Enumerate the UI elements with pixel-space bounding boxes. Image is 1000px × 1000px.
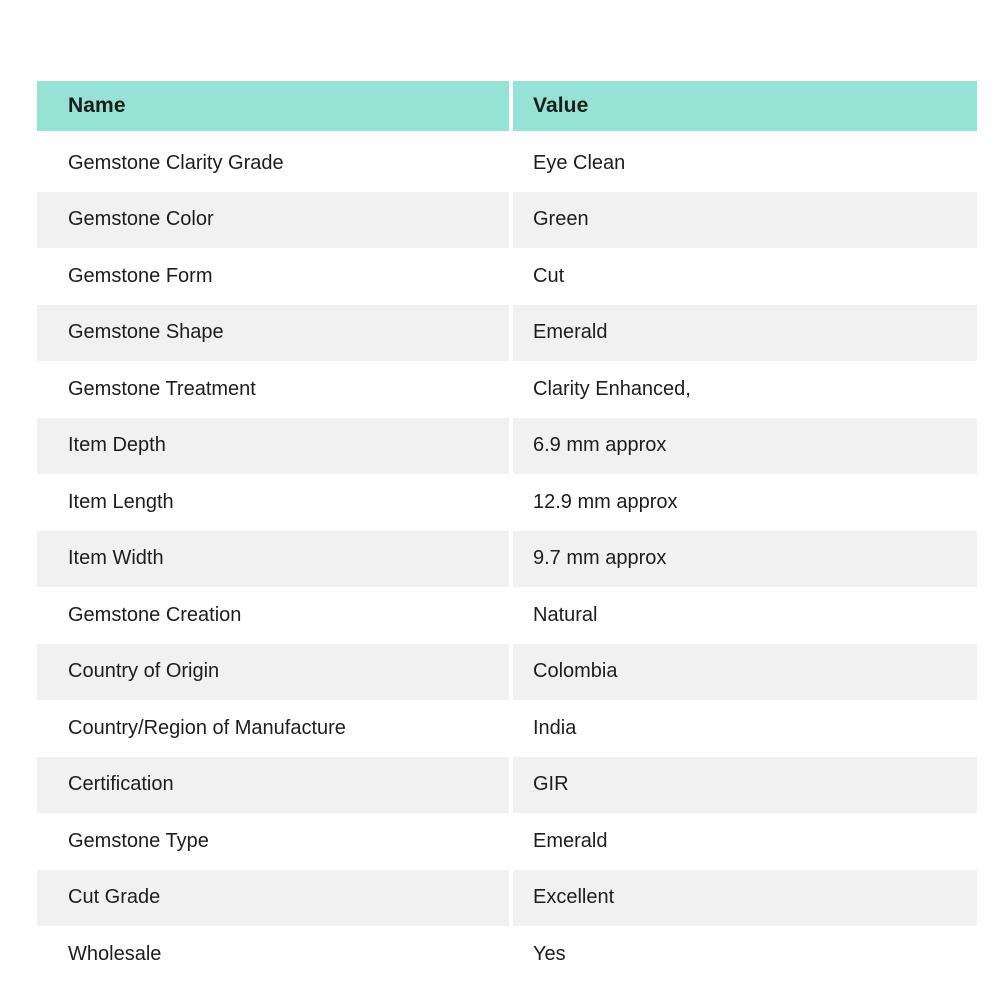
row-name-cell: Gemstone Color: [68, 208, 214, 231]
table-row: [37, 926, 977, 983]
table-row: [37, 418, 977, 475]
table-row: [37, 700, 977, 757]
row-value-cell: Cut: [509, 248, 977, 305]
row-name-cell: Item Width: [68, 547, 164, 570]
header-name-cell: Name: [68, 94, 126, 117]
table-header-row: [37, 81, 977, 131]
row-value-cell: GIR: [509, 757, 977, 814]
table-row: [37, 644, 977, 701]
row-name-cell: Gemstone Clarity Grade: [68, 151, 284, 174]
row-value-cell: Yes: [509, 926, 977, 983]
row-name-cell: Gemstone Treatment: [68, 377, 256, 400]
table-body: [37, 135, 977, 983]
row-name-cell: Gemstone Form: [68, 264, 213, 287]
row-name-cell: Certification: [68, 773, 174, 796]
table-row: [37, 248, 977, 305]
row-name-cell: Country/Region of Manufacture: [68, 716, 346, 739]
table-row: [37, 870, 977, 927]
row-value-cell: Natural: [509, 587, 977, 644]
table-row: [37, 135, 977, 192]
specifications-table: [37, 81, 977, 983]
table-row: [37, 192, 977, 249]
row-value-cell: Green: [509, 192, 977, 249]
row-name-cell: Wholesale: [68, 942, 162, 965]
table-row: [37, 531, 977, 588]
row-value-cell: Excellent: [509, 870, 977, 927]
table-row: [37, 813, 977, 870]
table-row: [37, 757, 977, 814]
table-row: [37, 587, 977, 644]
row-value-cell: Emerald: [509, 305, 977, 362]
row-name-cell: Gemstone Creation: [68, 603, 242, 626]
row-name-cell: Country of Origin: [68, 660, 220, 683]
row-value-cell: 6.9 mm approx: [509, 418, 977, 475]
row-value-cell: 9.7 mm approx: [509, 531, 977, 588]
row-value-cell: India: [509, 700, 977, 757]
table-row: [37, 474, 977, 531]
row-name-cell: Item Depth: [68, 434, 166, 457]
row-value-cell: Emerald: [509, 813, 977, 870]
header-value-cell: Value: [509, 81, 977, 131]
table-row: [37, 361, 977, 418]
row-value-cell: 12.9 mm approx: [509, 474, 977, 531]
row-name-cell: Gemstone Type: [68, 829, 209, 852]
row-name-cell: Cut Grade: [68, 886, 161, 909]
row-name-cell: Item Length: [68, 490, 174, 513]
table-row: [37, 305, 977, 362]
row-name-cell: Gemstone Shape: [68, 321, 224, 344]
row-value-cell: Eye Clean: [509, 135, 977, 192]
row-value-cell: Clarity Enhanced,: [509, 361, 977, 418]
row-value-cell: Colombia: [509, 644, 977, 701]
